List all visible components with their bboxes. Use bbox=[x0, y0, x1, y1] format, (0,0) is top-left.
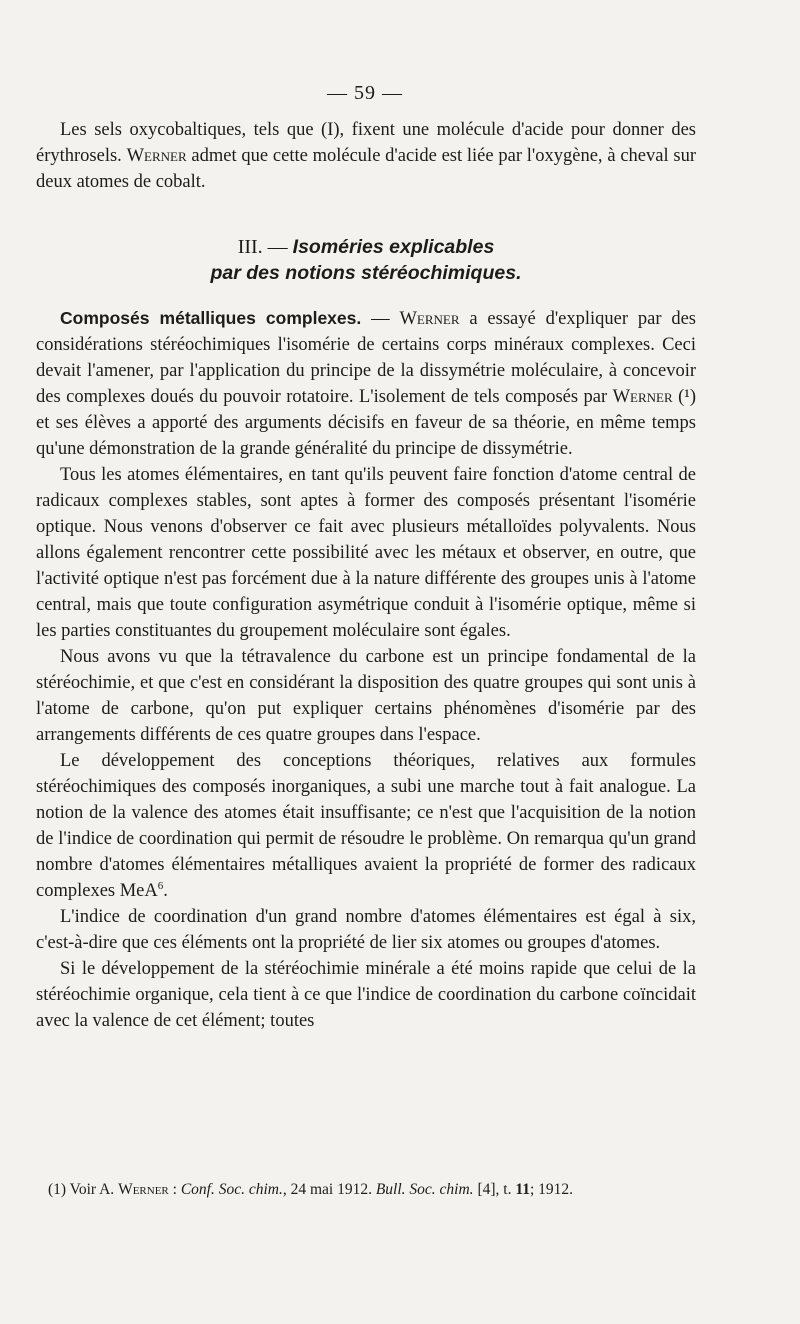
footnote bbox=[48, 1179, 708, 1201]
paragraph-5 bbox=[36, 748, 696, 904]
footnote-ref: (¹) bbox=[672, 387, 696, 407]
volume-number: 11 bbox=[515, 1181, 530, 1198]
paragraph-1 bbox=[36, 117, 696, 195]
paragraph-6: L'indice de coordination d'un grand nombre d'atomes élémentaires est égal à six, c'est-à-dire que ces éléments ont la propriété de lier six atomes ou groupes d'atomes. bbox=[36, 907, 696, 953]
dash: — bbox=[361, 309, 400, 329]
para1-text-b: admet que cette molécule d'acide est liée par l'oxygène, à cheval sur deux atomes de cobalt. bbox=[36, 146, 696, 192]
section-heading bbox=[36, 234, 696, 286]
author-name: Werner bbox=[612, 387, 673, 407]
footnote-text: : bbox=[168, 1181, 181, 1198]
author-name: Werner bbox=[399, 309, 460, 329]
footnote-text: ; 1912. bbox=[529, 1181, 574, 1198]
paragraph-lead: Composés métalliques complexes. bbox=[60, 308, 362, 328]
paragraph-2 bbox=[36, 305, 696, 462]
author-name: Werner bbox=[126, 146, 187, 166]
para2-text-a: a essayé d'expliquer par des considérations stéréochimiques l'isomérie de certains corps minéraux complexes. Ceci devait l'amener, par l'application du principe de la dissymétrie moléculaire, à concevoir des complexes doués du pouvoir rotatoire. L'isolement de tels composés par bbox=[36, 309, 696, 407]
para1-text-a: Les sels oxycobaltiques, tels que (I), fixent une molécule d'acide pour donner des érythrosels. bbox=[36, 120, 696, 166]
para2-text-b: et ses élèves a apporté des arguments décisifs en faveur de sa théorie, en même temps qu'une démonstration de la grande généralité du principe de dissymétrie. bbox=[36, 413, 696, 459]
footnote-mark: (1) bbox=[48, 1181, 67, 1198]
para5-text-b: . bbox=[163, 881, 168, 901]
heading-numeral: III. — bbox=[237, 236, 293, 258]
footnote-text: [4], t. bbox=[473, 1181, 516, 1198]
body-text bbox=[36, 305, 696, 1034]
page-number: — 59 — bbox=[327, 82, 403, 104]
journal-title: Bull. Soc. chim. bbox=[375, 1181, 474, 1198]
paragraph-3: Tous les atomes élémentaires, en tant qu'ils peuvent faire fonction d'atome central de radicaux complexes stables, sont aptes à former des composés présentant l'isomérie optique. Nous venons d'observer ce fait avec plusieurs métalloïdes polyvalents. Nous allons également rencontrer cette possibilité avec les métaux et observer, en outre, que l'activité optique n'est pas forcément due à la nature différente des groupes unis à l'atome central, mais que toute configuration asymétrique conduit à l'isomérie optique, même si les parties constituantes du groupement moléculaire sont égales. bbox=[36, 465, 696, 641]
heading-line-2: par des notions stéréochimiques. bbox=[210, 262, 522, 284]
author-name: Werner bbox=[118, 1181, 169, 1198]
footnote-text: Voir A. bbox=[66, 1181, 119, 1198]
paragraph-4: Nous avons vu que la tétravalence du carbone est un principe fondamental de la stéréochimie, et que c'est en considérant la disposition des quatre groupes qui sont unis à l'atome de carbone, qu'on put expliquer certains phénomènes d'isomérie par des arrangements différents de ces quatre groupes dans l'espace. bbox=[36, 647, 696, 745]
heading-line-1: Isoméries explicables bbox=[292, 236, 495, 258]
journal-title: Conf. Soc. chim. bbox=[180, 1181, 283, 1198]
paragraph-7: Si le développement de la stéréochimie minérale a été moins rapide que celui de la stéréochimie organique, cela tient à ce que l'indice de coordination du carbone coïncidait avec la valence de cet élément; toutes bbox=[36, 959, 696, 1031]
footnote-text: , 24 mai 1912. bbox=[282, 1181, 376, 1198]
superscript: 6 bbox=[157, 879, 164, 892]
para5-text-a: Le développement des conceptions théoriques, relatives aux formules stéréochimiques des composés inorganiques, a subi une marche tout à fait analogue. La notion de la valence des atomes était insuffisante; ce n'est que l'acquisition de la notion de l'indice de coordination qui permit de résoudre le problème. On remarqua qu'un grand nombre d'atomes élémentaires métalliques avaient la propriété de former des radicaux complexes MeA bbox=[36, 751, 696, 901]
